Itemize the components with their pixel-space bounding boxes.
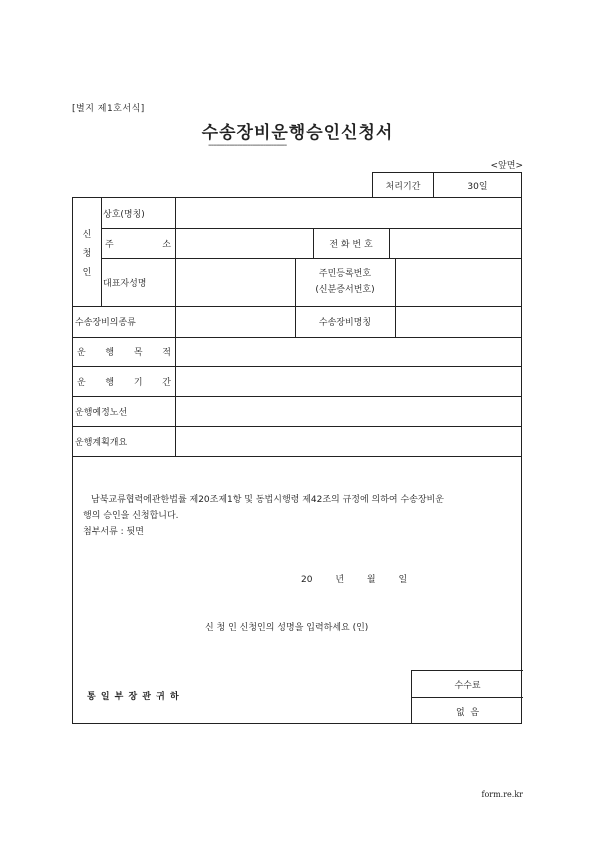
period-label: 운 행 기 간 [77, 377, 171, 388]
row-divider [73, 456, 522, 457]
applicant-group-label: 신 청 인 [82, 229, 92, 278]
side-indicator: <앞면> [490, 161, 523, 171]
statement-line-1: 남북교류협력에관한법률 제20조제1항 및 동법시행령 제42조의 규정에 의하여 수송장비운 [91, 495, 444, 505]
representative-field[interactable] [176, 259, 295, 306]
equipment-name-label: 수송장비명칭 [318, 318, 372, 328]
fee-box [411, 670, 523, 724]
fee-label: 수수료 [454, 680, 481, 691]
attachments-note: 첨부서류 : 뒷면 [83, 527, 144, 537]
fee-value: 없 음 [455, 707, 480, 718]
footer-source: form.re.kr [481, 790, 523, 799]
company-name-field[interactable] [176, 199, 522, 228]
plan-field[interactable] [176, 427, 522, 456]
company-name-label: 상호(명칭) [103, 209, 145, 220]
plan-label: 운행계획개요 [75, 437, 128, 448]
date-line: 20 년 월 일 [301, 575, 408, 585]
equipment-type-field[interactable] [176, 307, 295, 337]
phone-label: 전 화 번 호 [329, 239, 373, 250]
address-field[interactable] [176, 229, 313, 258]
route-field[interactable] [176, 397, 522, 426]
representative-label: 대표자성명 [103, 278, 147, 289]
equipment-type-label: 수송장비의종류 [75, 318, 136, 328]
recipient-line: 통 일 부 장 관 귀 하 [87, 692, 180, 702]
equipment-name-field[interactable] [396, 307, 522, 337]
id-number-label: 주민등록번호 (신분증서번호) [315, 269, 375, 295]
applicant-signature-line[interactable]: 신 청 인 신청인의 성명을 입력하세요 (인) [205, 623, 369, 633]
form-number-label: [별지 제1호서식] [72, 104, 145, 114]
processing-period-label: 처리기간 [373, 173, 434, 197]
phone-field[interactable] [390, 229, 522, 258]
purpose-field[interactable] [176, 338, 522, 366]
title-dash-line: ------------------------------ [208, 140, 287, 151]
address-label: 주 소 [105, 239, 171, 250]
purpose-label: 운 행 목 적 [77, 348, 171, 358]
id-number-field[interactable] [396, 259, 522, 306]
page-title: 수송장비운행승인신청서 [201, 123, 394, 143]
processing-period-value: 30일 [467, 181, 488, 192]
application-table [72, 197, 522, 724]
route-label: 운행예정노선 [75, 407, 128, 418]
processing-period-box [372, 172, 522, 197]
statement-line-2: 행의 승인을 신청합니다. [83, 511, 179, 521]
period-field[interactable] [176, 367, 522, 396]
